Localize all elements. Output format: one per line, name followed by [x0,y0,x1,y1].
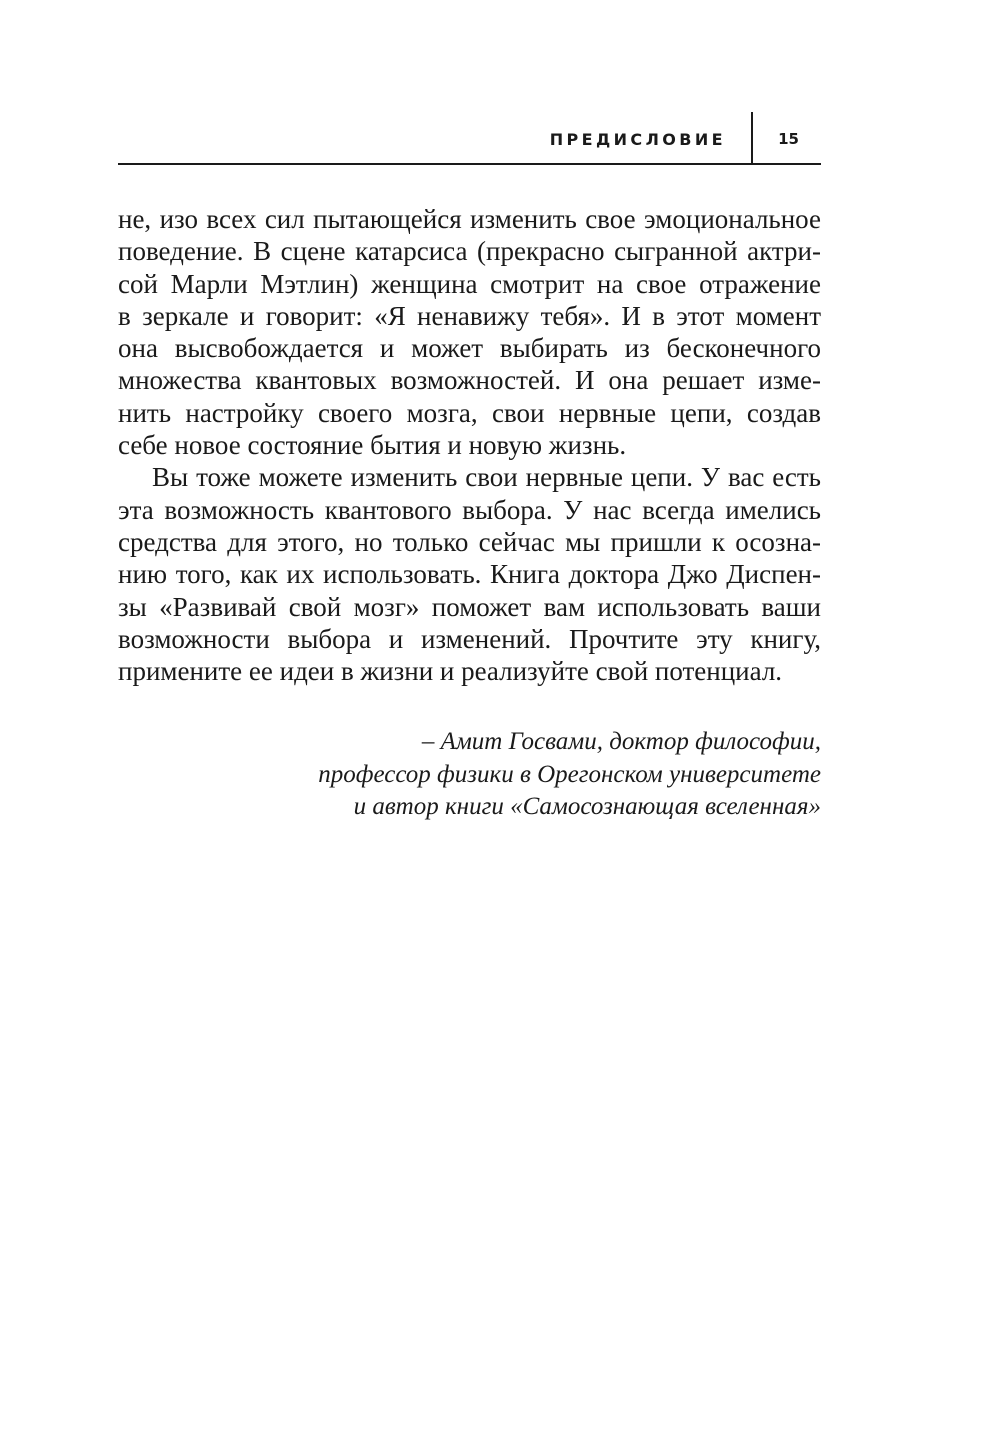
text-line: примените ее идеи в жизни и реализуйте свой потенциал. [118,656,783,687]
text-line: сой Марли Мэтлин) женщина смотрит на свое отражение [118,268,821,299]
section-title: ПРЕДИСЛОВИЕ [549,130,726,149]
text-line: множества квантовых возможностей. И она решает изме- [118,365,821,396]
text-line: нию того, как их использовать. Книга доктора Джо Диспен- [118,559,821,590]
text-line: поведение. В сцене катарсиса (прекрасно сыгранной актри- [118,236,821,267]
text-line: Вы тоже можете изменить свои нервные цепи. У вас есть [152,462,821,493]
text-line: нить настройку своего мозга, свои нервные цепи, создав [118,397,821,428]
body-text [118,203,821,687]
text-line: не, изо всех сил пытающейся изменить свое эмоциональное [118,204,821,234]
text-line: эта возможность квантового выбора. У нас всегда имелись [118,494,821,525]
signature-block [118,726,821,824]
signature-line: профессор физики в Орегонском университете [318,760,821,788]
text-line: возможности выбора и изменений. Прочтите эту книгу, [118,623,821,654]
signature-line: и автор книги «Самосознающая вселенная» [353,793,821,820]
paragraph-2 [118,461,821,687]
text-line: средства для этого, но только сейчас мы пришли к осозна- [118,526,821,557]
paragraph-1 [118,203,821,461]
signature-line: – Амит Госвами, доктор философии, [421,728,821,755]
running-head [118,112,821,166]
text-line: она высвобождается и может выбирать из бесконечного [118,333,821,364]
page-number: 15 [778,130,799,148]
header-rule [118,163,821,165]
text-line: в зеркале и говорит: «Я ненавижу тебя». И в этот момент [118,300,821,331]
text-line: зы «Развивай свой мозг» поможет вам использовать ваши [118,591,821,622]
header-divider [751,112,753,164]
text-line: себе новое состояние бытия и новую жизнь. [118,430,627,461]
